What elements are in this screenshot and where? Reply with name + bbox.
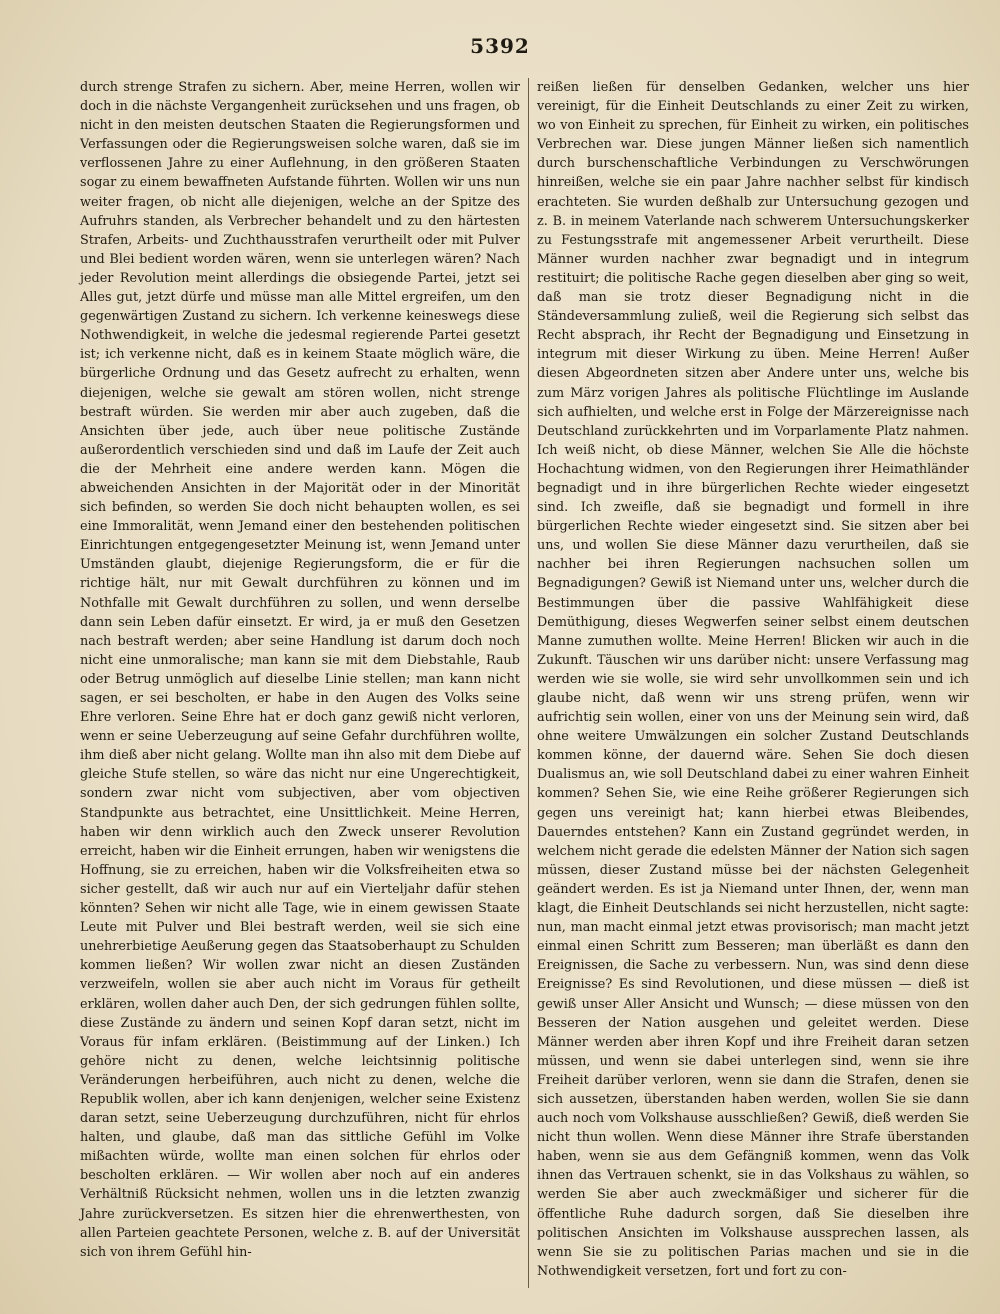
right-column-text: reißen ließen für denselben Gedanken, welcher uns hier vereinigt, für die Einheit Deutschlands zu einer Zeit zu wirken, wo von Einheit zu sprechen, für Einheit zu wirken, ein politisches Verbrechen war. Diese jungen Männer ließen sich namentlich durch burschenschaftliche Verbindungen zu Verschwörungen hinreißen, welche sie ein paar Jahre nachher selbst für kindisch erachteten. Sie wurden deßhalb zur Untersuchung gezogen und z. B. in meinem Vaterlande nach schwerem Untersuchungskerker zu Festungsstrafe mit angemessener Arbeit verurtheilt. Diese Männer wurden nachher zwar begnadigt und in integrum restituirt; die politische Rache gegen dieselben aber ging so weit, daß man sie trotz dieser Begnadigung nicht in die Ständeversammlung zuließ, weil die Regierung sich selbst das Recht absprach, ihr Recht der Begnadigung und Einsetzung in integrum mit dieser Wirkung zu üben. Meine Herren! Außer diesen Abgeordneten sitzen aber Andere unter uns, welche bis zum März vorigen Jahres als politische Flüchtlinge im Auslande sich aufhielten, und welche erst in Folge der Märzereignisse nach Deutschland zurückkehrten und im Vorparlamente Platz nahmen. Ich weiß nicht, ob diese Männer, welchen Sie Alle die höchste Hochachtung widmen, von den Regierungen ihrer Heimathländer begnadigt und in ihre bürgerlichen Rechte wieder eingesetzt sind. Ich zweifle, daß sie begnadigt und formell in ihre bürgerlichen Rechte wieder eingesetzt sind. Sie sitzen aber bei uns, und wollen Sie diese Männer dazu verurtheilen, daß sie nachher bei ihren Regierungen nachsuchen sollen um Begnadigungen? Gewiß ist Niemand unter uns, welcher durch die Bestimmungen über die passive Wahlfähigkeit diese Demüthigung, dieses Wegwerfen seiner selbst einem deutschen Manne zumuthen wollte. Meine Herren! Blicken wir auch in die Zukunft. Täuschen wir uns darüber nicht: unsere Verfassung mag werden wie sie wolle, sie wird sehr unvollkommen sein und ich glaube nicht, daß wenn wir uns streng prüfen, wenn wir aufrichtig sein wollen, einer von uns der Meinung sein wird, daß ohne weitere Umwälzungen ein solcher Zustand Deutschlands kommen könne, der dauernd wäre. Sehen Sie doch diesen Dualismus an, wie soll Deutschland dabei zu einer wahren Einheit kommen? Sehen Sie, wie eine Reihe größerer Regierungen sich gegen uns vereinigt hat; kann hierbei etwas Bleibendes, Dauerndes entstehen? Kann ein Zustand gegründet werden, in welchem nicht gerade die edelsten Männer der Nation sich sagen müssen, dieser Zustand müsse bei der nächsten Gelegenheit geändert werden. Es ist ja Niemand unter Ihnen, der, wenn man klagt, die Einheit Deutschlands sei nicht herzustellen, nicht sagte: nun, man macht einmal jetzt etwas provisorisch; man macht jetzt einmal einen Schritt zum Besseren; man überläßt es dann den Ereignissen, die Sache zu verbessern. Nun, was sind denn diese Ereignisse? Es sind Revolutionen, und diese müssen — dieß ist gewiß unser Aller Ansicht und Wunsch; — diese müssen von den Besseren der Nation ausgehen und geleitet werden. Diese Männer werden aber ihren Kopf und ihre Freiheit daran setzen müssen, und wenn sie dabei unterlegen sind, wenn sie ihre Freiheit darüber verloren, wenn sie dann die Strafen, denen sie sich aussetzen, überstanden haben werden, wollen Sie sie dann auch noch vom Volkshause ausschließen? Gewiß, dieß werden Sie nicht thun wollen. Wenn diese Männer ihre Strafe überstanden haben, wenn sie aus dem Gefängniß kommen, wenn das Volk ihnen das Vertrauen schenkt, sie in das Volkshaus zu wählen, so werden Sie aber auch zweckmäßiger und sicherer für die öffentliche Ruhe dadurch sorgen, daß Sie dieselben ihre politischen Ansichten im Volkshause aussprechen lassen, als wenn Sie sie zu politischen Parias machen und sie in die Nothwendigkeit versetzen, fort und fort zu con- [537,80,969,1279]
right-column [537,78,969,1281]
page-number: 5392 [470,34,530,58]
left-column [80,78,520,1262]
left-column-text: durch strenge Strafen zu sichern. Aber, meine Herren, wollen wir doch in die nächste Vergangenheit zurücksehen und uns fragen, ob nicht in den meisten deutschen Staaten die Regierungsformen und Verfassungen oder die Regierungsweisen solche waren, daß sie im verflossenen Jahre zu einer Auflehnung, in den größeren Staaten sogar zu einem bewaffneten Aufstande führten. Wollen wir uns nun weiter fragen, ob nicht alle diejenigen, welche an der Spitze des Aufruhrs standen, als Verbrecher behandelt und zu den härtesten Strafen, Arbeits- und Zuchthausstrafen verurtheilt oder mit Pulver und Blei bedient worden wären, wenn sie unterlegen wären? Nach jeder Revolution meint allerdings die obsiegende Partei, jetzt sei Alles gut, jetzt dürfe und müsse man alle Mittel ergreifen, um den gegenwärtigen Zustand zu sichern. Ich verkenne keineswegs diese Nothwendigkeit, in welche die jedesmal regierende Partei gesetzt ist; ich verkenne nicht, daß es in keinem Staate möglich wäre, die bürgerliche Ordnung und das Gesetz aufrecht zu erhalten, wenn diejenigen, welche sie gewalt am stören wollen, nicht strenge bestraft würden. Sie werden mir aber auch zugeben, daß die Ansichten über jede, auch über neue politische Zustände außerordentlich verschieden sind und daß im Laufe der Zeit auch die der Mehrheit eine andere werden kann. Mögen die abweichenden Ansichten in der Majorität oder in der Minorität sich befinden, so werden Sie doch nicht behaupten wollen, es sei eine Immoralität, wenn Jemand einer den bestehenden politischen Einrichtungen entgegengesetzter Meinung ist, wenn Jemand unter Umständen glaubt, diejenige Regierungsform, die er für die richtige hält, nur mit Gewalt durchführen zu können und im Nothfalle mit Gewalt durchführen zu sollen, und wenn derselbe dann sein Leben dafür einsetzt. Er wird, ja er muß den Gesetzen nach bestraft werden; aber seine Handlung ist darum doch noch nicht eine unmoralische; man kann sie mit dem Diebstahle, Raub oder Betrug unmöglich auf dieselbe Linie stellen; man kann nicht sagen, er sei bescholten, er habe in den Augen des Volks seine Ehre verloren. Seine Ehre hat er doch ganz gewiß nicht verloren, wenn er seine Ueberzeugung auf seine Gefahr durchführen wollte, ihm dieß aber nicht gelang. Wollte man ihn also mit dem Diebe auf gleiche Stufe stellen, so wäre das nicht nur eine Ungerechtigkeit, sondern zwar nicht vom subjectiven, aber vom objectiven Standpunkte aus betrachtet, eine Unsittlichkeit. Meine Herren, haben wir denn wirklich auch den Zweck unserer Revolution erreicht, haben wir die Einheit errungen, haben wir wenigstens die Hoffnung, sie zu erreichen, haben wir die Volksfreiheiten etwa so sicher gestellt, daß wir auch nur auf ein Vierteljahr dafür stehen könnten? Sehen wir nicht alle Tage, wie in einem gewissen Staate Leute mit Pulver und Blei bestraft werden, weil sie sich eine unehrerbietige Aeußerung gegen das Staatsoberhaupt zu Schulden kommen ließen? Wir wollen zwar nicht an diesen Zuständen verzweifeln, wollen sie aber auch nicht im Voraus für getheilt erklären, wollen daher auch Den, der sich gedrungen fühlen sollte, diese Zustände zu ändern und seinen Kopf daran setzt, nicht im Voraus für infam erklären. (Beistimmung auf der Linken.) Ich gehöre nicht zu denen, welche leichtsinnig politische Veränderungen herbeiführen, auch nicht zu denen, welche die Republik wollen, aber ich kann denjenigen, welcher seine Existenz daran setzt, seine Ueberzeugung durchzuführen, nicht für ehrlos halten, und glaube, daß man das sittliche Gefühl im Volke mißachten würde, wollte man einen solchen für ehrlos oder bescholten erklären. — Wir wollen aber noch auf ein anderes Verhältniß Rücksicht nehmen, wollen uns in die letzten zwanzig Jahre zurückversetzen. Es sitzen hier die ehrenwerthesten, von allen Parteien geachtete Personen, welche z. B. auf der Universität sich von ihrem Gefühl hin- [80,80,520,1260]
column-divider [528,78,529,1288]
